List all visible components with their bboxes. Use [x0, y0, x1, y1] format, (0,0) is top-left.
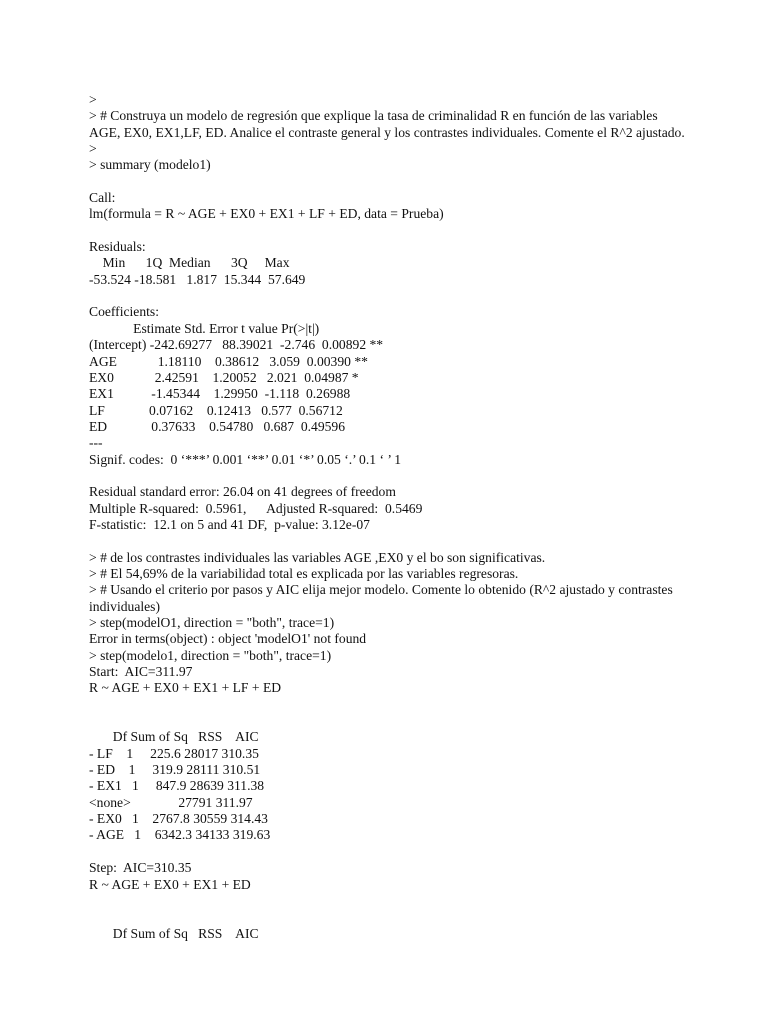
- blank-line: [89, 174, 689, 190]
- blank-line: [89, 713, 689, 729]
- coefficient-row: (Intercept) -242.69277 88.39021 -2.746 0.00892 **: [89, 337, 384, 353]
- coefficient-row: LF 0.07162 0.12413 0.577 0.56712: [89, 402, 343, 418]
- console-prompt: >: [89, 141, 97, 157]
- step-table-row: - EX0 1 2767.8 30559 314.43: [89, 811, 268, 827]
- command-line: > summary (modelo1): [89, 157, 211, 173]
- coefficients-header-row: Estimate Std. Error t value Pr(>|t|): [89, 320, 320, 336]
- blank-line: [89, 893, 689, 909]
- signif-codes-line: Signif. codes: 0 ‘***’ 0.001 ‘**’ 0.01 ‘*’ 0.05 ‘.’ 0.1 ‘ ’ 1: [89, 451, 402, 467]
- coefficient-row: EX0 2.42591 1.20052 2.021 0.04987 *: [89, 369, 359, 385]
- blank-line: [89, 468, 689, 484]
- r-squared-line: Multiple R-squared: 0.5961, Adjusted R-squared: 0.5469: [89, 500, 423, 516]
- call-formula: lm(formula = R ~ AGE + EX0 + EX1 + LF + ED, data = Prueba): [89, 206, 444, 222]
- step-table-header-row: Df Sum of Sq RSS AIC: [89, 925, 259, 941]
- blank-line: [89, 288, 689, 304]
- error-line: Error in terms(object) : object 'modelO1' not found: [89, 631, 367, 647]
- blank-line: [89, 533, 689, 549]
- blank-line: [89, 844, 689, 860]
- residual-standard-error-line: Residual standard error: 26.04 on 41 degrees of freedom: [89, 484, 396, 500]
- residuals-heading: Residuals:: [89, 239, 146, 255]
- model-formula-line: R ~ AGE + EX0 + EX1 + LF + ED: [89, 680, 282, 696]
- step-start-line: Start: AIC=311.97: [89, 664, 193, 680]
- comment-line: > # El 54,69% de la variabilidad total es explicada por las variables regresoras.: [89, 565, 519, 581]
- separator-line: ---: [89, 435, 103, 451]
- coefficient-row: AGE 1.18110 0.38612 3.059 0.00390 **: [89, 353, 368, 369]
- blank-line: [89, 697, 689, 713]
- command-line: > step(modelo1, direction = "both", trace=1): [89, 647, 332, 663]
- step-table-row: - ED 1 319.9 28111 310.51: [89, 762, 261, 778]
- coefficient-row: EX1 -1.45344 1.29950 -1.118 0.26988: [89, 386, 351, 402]
- console-prompt: >: [89, 92, 97, 107]
- step-table-row: - LF 1 225.6 28017 310.35: [89, 745, 259, 761]
- comment-line: > # Construya un modelo de regresión que explique la tasa de criminalidad R en función de las variables AGE, EX0, EX1,LF, ED. Analice el contraste general y los contrastes individuales. Comente el R^2 ajustado.: [89, 108, 685, 140]
- residuals-values-row: -53.524 -18.581 1.817 15.344 57.649: [89, 271, 306, 287]
- step-table-header-row: Df Sum of Sq RSS AIC: [89, 729, 259, 745]
- blank-line: [89, 223, 689, 239]
- command-line: > step(modelO1, direction = "both", trace=1): [89, 615, 335, 630]
- step-table-row: - EX1 1 847.9 28639 311.38: [89, 778, 265, 794]
- document-body: [89, 92, 689, 942]
- comment-line: > # de los contrastes individuales las variables AGE ,EX0 y el bo son significativas.: [89, 549, 546, 565]
- model-formula-line: R ~ AGE + EX0 + EX1 + ED: [89, 876, 251, 892]
- call-heading: Call:: [89, 190, 116, 206]
- f-statistic-line: F-statistic: 12.1 on 5 and 41 DF, p-value: 3.12e-07: [89, 516, 370, 532]
- residuals-header-row: Min 1Q Median 3Q Max: [89, 255, 290, 271]
- step-table-row: - AGE 1 6342.3 34133 319.63: [89, 827, 271, 843]
- step-table-row: <none> 27791 311.97: [89, 794, 253, 810]
- blank-line: [89, 909, 689, 925]
- coefficients-heading: Coefficients:: [89, 304, 159, 320]
- coefficient-row: ED 0.37633 0.54780 0.687 0.49596: [89, 418, 346, 434]
- comment-line: > # Usando el criterio por pasos y AIC elija mejor modelo. Comente lo obtenido (R^2 ajustado y contrastes individuales): [89, 582, 677, 614]
- step-line: Step: AIC=310.35: [89, 860, 192, 876]
